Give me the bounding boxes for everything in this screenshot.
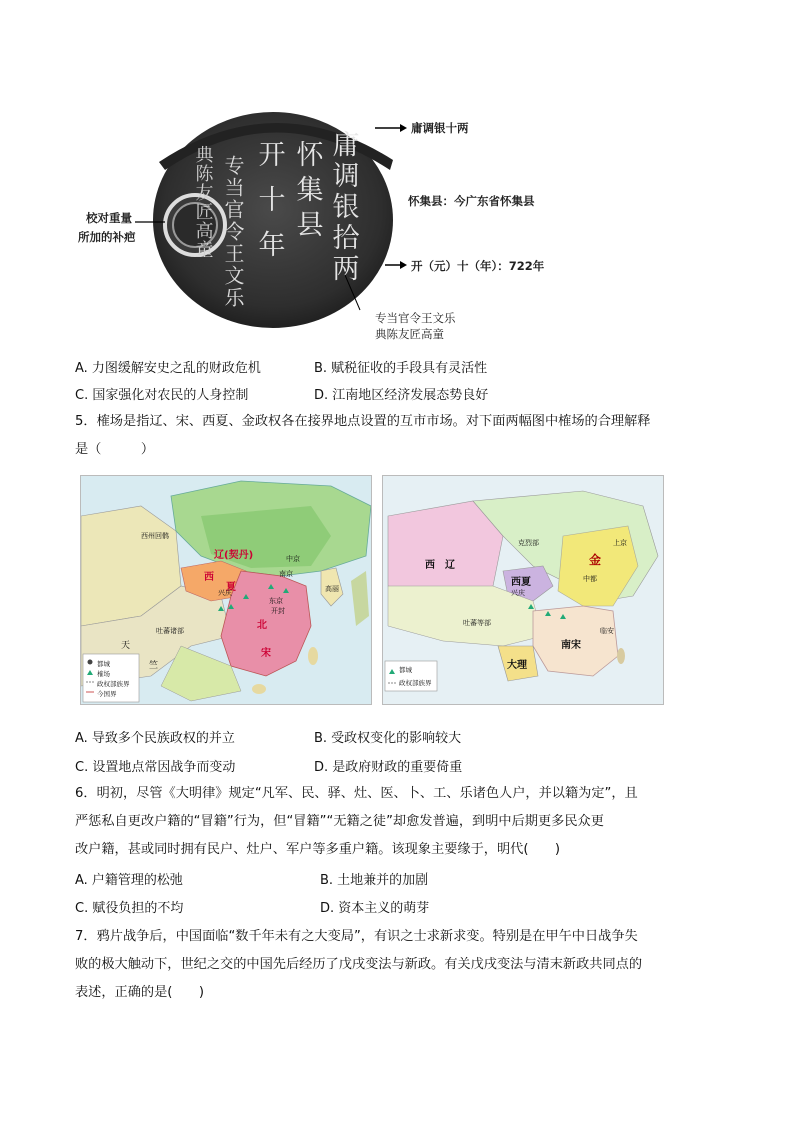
map1-label-dongjing: 东京 xyxy=(269,597,283,605)
map1-label-zhongjing: 中京 xyxy=(286,555,300,563)
q7-stem-line-3: 表述，正确的是( ) xyxy=(75,985,204,1000)
map-jin-nansong-xixia xyxy=(382,475,664,705)
map1-label-xi: 西 xyxy=(204,572,214,583)
q5-option-d[interactable]: D. 是政府财政的重要倚重 xyxy=(314,760,463,775)
map1-legend-4: 今国界 xyxy=(97,690,117,698)
map1-legend-1: 都城 xyxy=(97,660,110,668)
map1-label-nanjing: 南京 xyxy=(279,570,293,578)
map1-legend-3: 政权部族界 xyxy=(97,680,130,688)
map2-legend-1: 都城 xyxy=(399,666,412,674)
q5-option-b[interactable]: B. 受政权变化的影响较大 xyxy=(314,731,462,746)
map2-label-kebu: 克烈部 xyxy=(518,539,539,547)
inscription-col-1: 庸调银拾两 xyxy=(327,130,359,285)
coin-callout-left-2: 所加的补疤 xyxy=(78,230,136,244)
map1-label-kaifeng: 开封 xyxy=(271,607,285,615)
q6-stem-line-3: 改户籍，甚或同时拥有民户、灶户、军户等多重户籍。该现象主要缘于，明代( ) xyxy=(75,842,561,857)
map-liao-song-xixia xyxy=(80,475,372,705)
map2-label-dali: 大理 xyxy=(507,660,527,671)
coin-figure xyxy=(75,100,575,350)
map1-label-gaoli: 高丽 xyxy=(325,585,339,593)
map2-label-zhongdu: 中都 xyxy=(583,575,597,583)
q5-option-c[interactable]: C. 设置地点常因战争而变动 xyxy=(75,760,236,775)
inscription-col-2: 怀集县 xyxy=(291,140,323,245)
coin-callout-left-1: 校对重量 xyxy=(86,211,132,225)
q4-option-a[interactable]: A. 力图缓解安史之乱的财政危机 xyxy=(75,361,261,376)
map1-label-bei: 北 xyxy=(257,620,267,631)
coin-callout-right-1: 庸调银十两 xyxy=(411,121,469,135)
q6-option-c[interactable]: C. 赋役负担的不均 xyxy=(75,901,184,916)
map2-label-xingqing: 兴庆 xyxy=(511,589,525,597)
q5-stem-line-1: 5．榷场是指辽、宋、西夏、金政权各在接界地点设置的互市市场。对下面两幅图中榷场的合理解释 xyxy=(75,414,651,429)
map1-label-xingqing: 兴庆 xyxy=(218,589,232,597)
map2-label-linan: 临安 xyxy=(600,627,614,635)
q6-stem-line-2: 严惩私自更改户籍的“冒籍”行为，但“冒籍”“无籍之徒”却愈发普遍，到明中后期更多民众更 xyxy=(75,814,604,829)
q6-option-a[interactable]: A. 户籍管理的松弛 xyxy=(75,873,183,888)
q6-option-d[interactable]: D. 资本主义的萌芽 xyxy=(320,901,430,916)
inscription-col-5: 典陈友匠高童 xyxy=(192,145,214,259)
coin-callout-right-2: 怀集县：今广东省怀集县 xyxy=(408,194,535,208)
map2-label-nansong: 南宋 xyxy=(561,640,581,651)
inscription-col-3: 开十年 xyxy=(253,140,285,275)
map1-legend-2: 榷场 xyxy=(97,670,110,678)
coin-callout-right-4a: 专当官令王文乐 xyxy=(375,311,456,325)
q4-option-d[interactable]: D. 江南地区经济发展态势良好 xyxy=(314,388,489,403)
map1-label-liao: 辽(契丹) xyxy=(214,550,254,561)
map1-label-zhu: 竺 xyxy=(149,661,159,671)
q4-option-b[interactable]: B. 赋税征收的手段具有灵活性 xyxy=(314,361,488,376)
map2-label-shangjing: 上京 xyxy=(613,539,627,547)
q6-stem-line-1: 6．明初，尽管《大明律》规定“凡军、民、驿、灶、医、卜、工、乐诸色人户，并以籍为定”，且 xyxy=(75,786,638,801)
q5-stem-line-2: 是（ ） xyxy=(75,442,155,457)
map2-legend-2: 政权部族界 xyxy=(399,679,432,687)
map1-label-xizhou: 西州回鹘 xyxy=(141,532,169,540)
map2-label-xixia: 西夏 xyxy=(511,577,531,588)
coin-callout-right-3: 开（元）十（年）：722年 xyxy=(411,259,545,273)
map2-label-xiliao: 西 辽 xyxy=(425,560,455,571)
inscription-col-4: 专当官令王文乐 xyxy=(221,155,245,309)
q7-stem-line-1: 7．鸦片战争后，中国面临“数千年未有之大变局”，有识之士求新求变。特别是在甲午中日战争失 xyxy=(75,929,638,944)
q6-option-b[interactable]: B. 土地兼并的加剧 xyxy=(320,873,429,888)
q7-stem-line-2: 败的极大触动下，世纪之交的中国先后经历了戊戌变法与新政。有关戊戌变法与清末新政共同点的 xyxy=(75,957,643,972)
map2-label-tubo: 吐蕃等部 xyxy=(463,619,491,627)
q5-option-a[interactable]: A. 导致多个民族政权的并立 xyxy=(75,731,235,746)
coin-callout-right-4b: 典陈友匠高童 xyxy=(375,327,444,341)
map1-label-xia: 夏 xyxy=(226,582,236,593)
map1-label-tubo: 吐蕃诸部 xyxy=(156,627,184,635)
map1-label-song: 宋 xyxy=(261,648,271,659)
silver-ingot-rubbing xyxy=(75,100,575,350)
map1-label-tian: 天 xyxy=(121,641,131,651)
map2-label-jin: 金 xyxy=(589,553,602,567)
q4-option-c[interactable]: C. 国家强化对农民的人身控制 xyxy=(75,388,249,403)
